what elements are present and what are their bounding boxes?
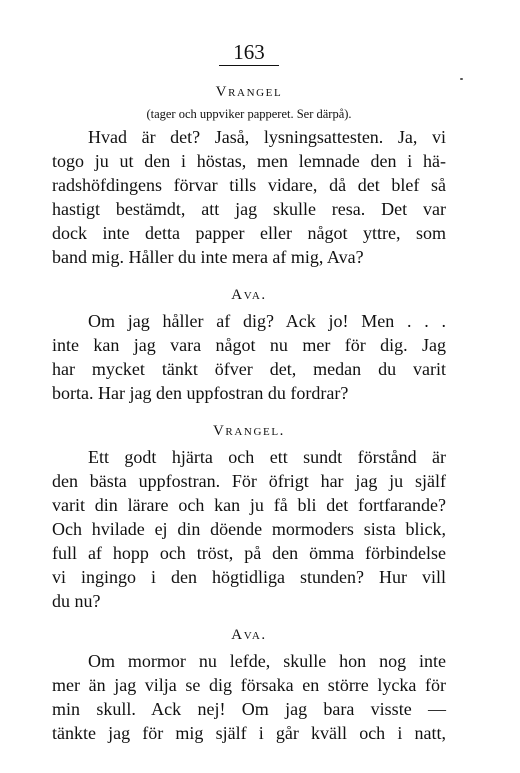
text-line: togo ju ut den i höstas, men lemnade den i hä-	[52, 151, 446, 171]
speaker-name: Vrangel.	[213, 423, 285, 439]
text-line: den bästa uppfostran. För öfrigt har jag ju själf	[52, 471, 446, 491]
speech-block-ava-1	[52, 285, 446, 405]
text-line: Ett godt hjärta och ett sundt förstånd är	[88, 447, 446, 467]
dialogue-paragraph	[52, 649, 446, 745]
text-line: Och hvilade ej din döende mormoders sista blick,	[52, 519, 446, 539]
text-line: dock inte detta papper eller något yttre, som	[52, 223, 446, 243]
stage-direction: (tager och uppviker papperet. Ser därpå).	[146, 107, 352, 121]
dialogue-paragraph	[52, 445, 446, 613]
text-line: du nu?	[52, 591, 101, 611]
text-line: band mig. Håller du inte mera af mig, Ava?	[52, 247, 364, 267]
text-line: har mycket tänkt öfver det, medan du varit	[52, 359, 446, 379]
print-speck	[460, 78, 463, 80]
text-line: Hvad är det? Jaså, lysningsattesten. Ja, vi	[88, 127, 446, 147]
text-line: hastigt bestämdt, att jag skulle resa. Det var	[52, 199, 446, 219]
dialogue-paragraph	[52, 309, 446, 405]
text-line: tänkte jag för mig själf i går kväll och i natt,	[52, 723, 446, 743]
speech-block-ava-2	[52, 625, 446, 745]
text-line: mer än jag vilja se dig försaka en större lycka för	[52, 675, 446, 695]
book-page	[52, 40, 446, 745]
text-line: borta. Har jag den uppfostran du fordrar?	[52, 383, 349, 403]
text-line: inte kan jag vara något nu mer för dig. Jag	[52, 335, 446, 355]
text-line: full af hopp och tröst, på den ömma förbindelse	[52, 543, 446, 563]
text-line: varit din lärare och kan ju få bli det fortfarande?	[52, 495, 446, 515]
text-line: radshöfdingens förvar tills vidare, då det blef så	[52, 175, 446, 195]
text-line: Om jag håller af dig? Ack jo! Men . . .	[88, 311, 446, 331]
speech-block-vrangel-1	[52, 82, 446, 269]
dialogue-paragraph	[52, 125, 446, 269]
text-line: vi ingingo i den högtidliga stunden? Hur vill	[52, 567, 446, 587]
speech-block-vrangel-2	[52, 421, 446, 613]
page-number: 163	[219, 40, 279, 66]
speaker-name: Ava.	[231, 627, 267, 643]
text-line: Om mormor nu lefde, skulle hon nog inte	[88, 651, 446, 671]
speaker-name: Ava.	[231, 287, 267, 303]
text-line: min skull. Ack nej! Om jag bara visste —	[52, 699, 446, 719]
speaker-name: Vrangel	[215, 84, 283, 100]
